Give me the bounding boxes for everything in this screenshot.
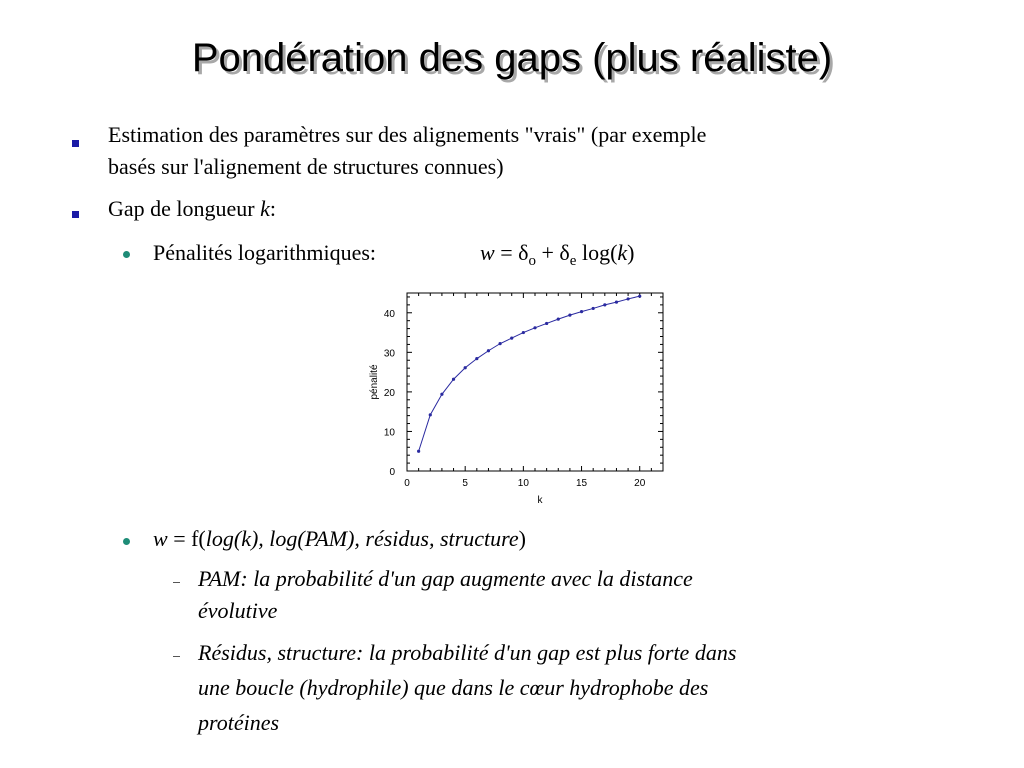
x-tick-label: 5 (462, 478, 468, 489)
x-tick-label: 20 (634, 478, 646, 489)
bullet-1-line-2: basés sur l'alignement de structures connues) (108, 154, 504, 179)
formula2-eq: = f( (167, 526, 206, 551)
data-point (626, 297, 629, 300)
slide-title: Pondération des gaps (plus réaliste) (191, 36, 833, 80)
data-point (498, 342, 501, 345)
data-point (638, 295, 641, 298)
data-point (522, 331, 525, 334)
bullet-2 (108, 193, 276, 225)
data-point (568, 314, 571, 317)
y-tick-label: 40 (383, 308, 395, 320)
dash-2-line-3: protéines (198, 710, 280, 735)
data-point (557, 318, 560, 321)
formula-log-penalty (480, 237, 635, 277)
dash-bullet-icon (173, 582, 180, 583)
plot-frame (407, 293, 663, 471)
y-tick-label: 20 (383, 387, 395, 399)
bullet-2-variable: k (260, 196, 270, 221)
y-axis-label: pénalité (369, 364, 380, 400)
x-axis-label: k (537, 495, 543, 506)
formula-close: ) (627, 240, 635, 265)
bullet-1-line-1: Estimation des paramètres sur des alignements "vrais" (par exemple (108, 122, 707, 147)
x-tick-label: 10 (517, 478, 529, 489)
bullet-square-icon (72, 211, 79, 218)
data-point (452, 378, 455, 381)
data-point (464, 366, 467, 369)
bullet-2-text: Gap de longueur (108, 196, 261, 221)
bullet-dot-icon (123, 251, 130, 258)
formula-delta-e: δ (559, 240, 570, 265)
sub-bullet-log-penalties: Pénalités logarithmiques: (153, 240, 377, 265)
data-point (603, 303, 606, 306)
penalty-chart (355, 285, 675, 510)
formula2-w: w (153, 526, 168, 551)
bullet-square-icon (72, 140, 79, 147)
dash-2-line-1: Résidus, structure: la probabilité d'un gap est plus forte dans (198, 640, 737, 665)
bullet-dot-icon (123, 538, 130, 545)
data-point (615, 300, 618, 303)
bullet-2-colon: : (269, 196, 277, 221)
y-tick-label: 0 (389, 467, 395, 478)
data-point (429, 413, 432, 416)
formula-plus: + (535, 240, 560, 265)
dash-2-line-2: une boucle (hydrophile) que dans le cœur hydrophobe des (198, 675, 709, 700)
data-point (592, 307, 595, 310)
formula-equals: = (494, 240, 519, 265)
formula2-close: ) (518, 526, 526, 551)
formula-log: log( (576, 240, 618, 265)
data-point (545, 322, 548, 325)
data-point (510, 336, 513, 339)
formula-k: k (617, 240, 628, 265)
formula-general-weight (153, 523, 526, 555)
y-tick-label: 10 (383, 427, 395, 439)
dash-1-line-2: évolutive (198, 598, 278, 623)
data-point (533, 326, 536, 329)
formula-delta-o: δ (518, 240, 529, 265)
x-tick-label: 15 (575, 478, 588, 489)
data-point (475, 357, 478, 360)
formula-sub-e: e (569, 253, 577, 269)
data-point (417, 450, 420, 453)
dash-bullet-icon (173, 656, 180, 657)
formula-sub-o: o (528, 253, 536, 269)
data-point (440, 393, 443, 396)
formula-w: w (480, 240, 495, 265)
y-tick-label: 30 (383, 348, 395, 360)
data-point (487, 349, 490, 352)
series-line (419, 296, 640, 451)
x-tick-label: 0 (404, 478, 410, 489)
data-point (580, 310, 583, 313)
dash-1-line-1: PAM: la probabilité d'un gap augmente avec la distance (198, 566, 693, 591)
formula2-args: log(k), log(PAM), résidus, structure (205, 526, 519, 551)
